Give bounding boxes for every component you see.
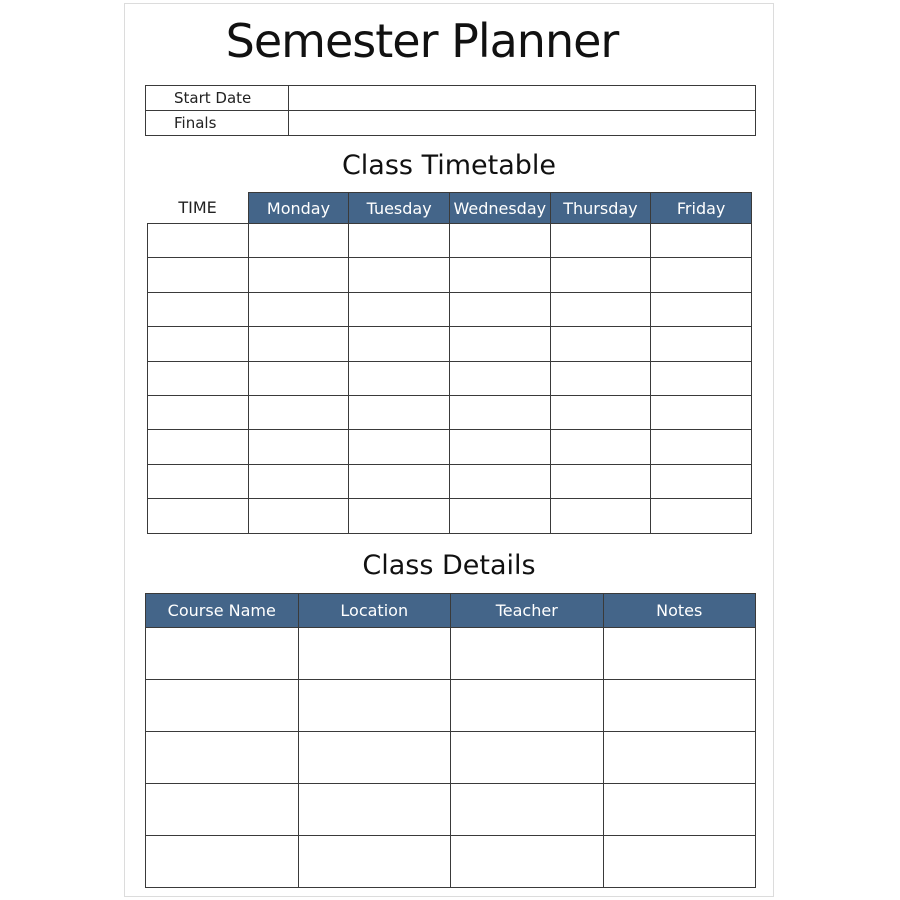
- time-cell[interactable]: [148, 224, 249, 258]
- details-row: [146, 680, 756, 732]
- timetable-cell[interactable]: [651, 258, 752, 292]
- timetable-cell[interactable]: [651, 464, 752, 498]
- class-details-table: [145, 593, 756, 888]
- day-header-wednesday: Wednesday: [449, 193, 550, 224]
- timetable-cell[interactable]: [550, 464, 651, 498]
- timetable-header-row: [148, 193, 752, 224]
- page-title: Semester Planner: [225, 14, 619, 68]
- timetable-cell[interactable]: [349, 361, 450, 395]
- finals-field[interactable]: [289, 111, 756, 136]
- teacher-header: Teacher: [451, 594, 604, 628]
- timetable-row: [148, 464, 752, 498]
- details-cell[interactable]: [146, 784, 299, 836]
- details-row: [146, 784, 756, 836]
- location-header: Location: [298, 594, 451, 628]
- timetable-cell[interactable]: [349, 224, 450, 258]
- day-header-thursday: Thursday: [550, 193, 651, 224]
- timetable-cell[interactable]: [550, 292, 651, 326]
- timetable-row: [148, 395, 752, 429]
- timetable-cell[interactable]: [349, 258, 450, 292]
- day-header-friday: Friday: [651, 193, 752, 224]
- time-cell[interactable]: [148, 327, 249, 361]
- details-header-row: [146, 594, 756, 628]
- course-name-header: Course Name: [146, 594, 299, 628]
- details-cell[interactable]: [146, 836, 299, 888]
- start-date-label: Start Date: [146, 86, 289, 111]
- timetable-cell[interactable]: [248, 224, 349, 258]
- timetable-cell[interactable]: [651, 499, 752, 533]
- timetable-cell[interactable]: [349, 292, 450, 326]
- timetable-cell[interactable]: [550, 327, 651, 361]
- timetable-cell[interactable]: [248, 292, 349, 326]
- time-cell[interactable]: [148, 464, 249, 498]
- timetable-cell[interactable]: [651, 395, 752, 429]
- details-cell[interactable]: [603, 628, 756, 680]
- timetable-cell[interactable]: [349, 395, 450, 429]
- details-cell[interactable]: [603, 680, 756, 732]
- timetable-heading: Class Timetable: [341, 150, 557, 181]
- timetable-cell[interactable]: [651, 224, 752, 258]
- timetable-row: [148, 430, 752, 464]
- timetable-cell[interactable]: [449, 464, 550, 498]
- timetable-cell[interactable]: [449, 361, 550, 395]
- timetable-cell[interactable]: [449, 292, 550, 326]
- details-row: [146, 628, 756, 680]
- timetable-cell[interactable]: [651, 292, 752, 326]
- timetable-cell[interactable]: [248, 361, 349, 395]
- details-cell[interactable]: [298, 784, 451, 836]
- details-cell[interactable]: [146, 680, 299, 732]
- timetable-cell[interactable]: [550, 395, 651, 429]
- timetable-cell[interactable]: [248, 395, 349, 429]
- timetable-cell[interactable]: [248, 430, 349, 464]
- details-row: [146, 732, 756, 784]
- time-cell[interactable]: [148, 395, 249, 429]
- details-cell[interactable]: [298, 732, 451, 784]
- timetable-cell[interactable]: [550, 258, 651, 292]
- time-cell[interactable]: [148, 258, 249, 292]
- details-cell[interactable]: [603, 732, 756, 784]
- timetable-cell[interactable]: [248, 464, 349, 498]
- timetable-body: [148, 224, 752, 534]
- timetable-cell[interactable]: [349, 464, 450, 498]
- details-cell[interactable]: [451, 836, 604, 888]
- time-cell[interactable]: [148, 430, 249, 464]
- details-cell[interactable]: [451, 628, 604, 680]
- timetable-cell[interactable]: [449, 327, 550, 361]
- timetable-cell[interactable]: [449, 258, 550, 292]
- timetable-cell[interactable]: [349, 430, 450, 464]
- timetable-cell[interactable]: [449, 430, 550, 464]
- details-cell[interactable]: [451, 784, 604, 836]
- timetable-row: [148, 327, 752, 361]
- timetable-row: [148, 258, 752, 292]
- finals-label: Finals: [146, 111, 289, 136]
- timetable-cell[interactable]: [651, 430, 752, 464]
- timetable-row: [148, 224, 752, 258]
- details-cell[interactable]: [603, 836, 756, 888]
- dates-table: [145, 85, 756, 136]
- timetable-cell[interactable]: [651, 361, 752, 395]
- details-cell[interactable]: [146, 732, 299, 784]
- day-header-monday: Monday: [248, 193, 349, 224]
- finals-row: [146, 111, 756, 136]
- timetable-cell[interactable]: [550, 499, 651, 533]
- timetable-cell[interactable]: [651, 327, 752, 361]
- time-cell[interactable]: [148, 499, 249, 533]
- time-cell[interactable]: [148, 361, 249, 395]
- timetable-cell[interactable]: [248, 499, 349, 533]
- details-cell[interactable]: [451, 680, 604, 732]
- details-row: [146, 836, 756, 888]
- start-date-row: [146, 86, 756, 111]
- details-cell[interactable]: [298, 836, 451, 888]
- timetable: [147, 192, 752, 534]
- details-cell[interactable]: [298, 680, 451, 732]
- timetable-cell[interactable]: [449, 224, 550, 258]
- timetable-cell[interactable]: [349, 499, 450, 533]
- details-cell[interactable]: [298, 628, 451, 680]
- timetable-row: [148, 292, 752, 326]
- timetable-cell[interactable]: [248, 258, 349, 292]
- timetable-cell[interactable]: [248, 327, 349, 361]
- time-cell[interactable]: [148, 292, 249, 326]
- details-heading: Class Details: [362, 550, 536, 581]
- timetable-cell[interactable]: [550, 224, 651, 258]
- timetable-cell[interactable]: [550, 361, 651, 395]
- day-header-tuesday: Tuesday: [349, 193, 450, 224]
- timetable-row: [148, 361, 752, 395]
- timetable-cell[interactable]: [449, 499, 550, 533]
- details-body: [146, 628, 756, 888]
- notes-header: Notes: [603, 594, 756, 628]
- details-cell[interactable]: [146, 628, 299, 680]
- timetable-cell[interactable]: [449, 395, 550, 429]
- timetable-cell[interactable]: [550, 430, 651, 464]
- details-cell[interactable]: [603, 784, 756, 836]
- time-column-header: TIME: [148, 193, 249, 224]
- timetable-cell[interactable]: [349, 327, 450, 361]
- details-cell[interactable]: [451, 732, 604, 784]
- timetable-row: [148, 499, 752, 533]
- start-date-field[interactable]: [289, 86, 756, 111]
